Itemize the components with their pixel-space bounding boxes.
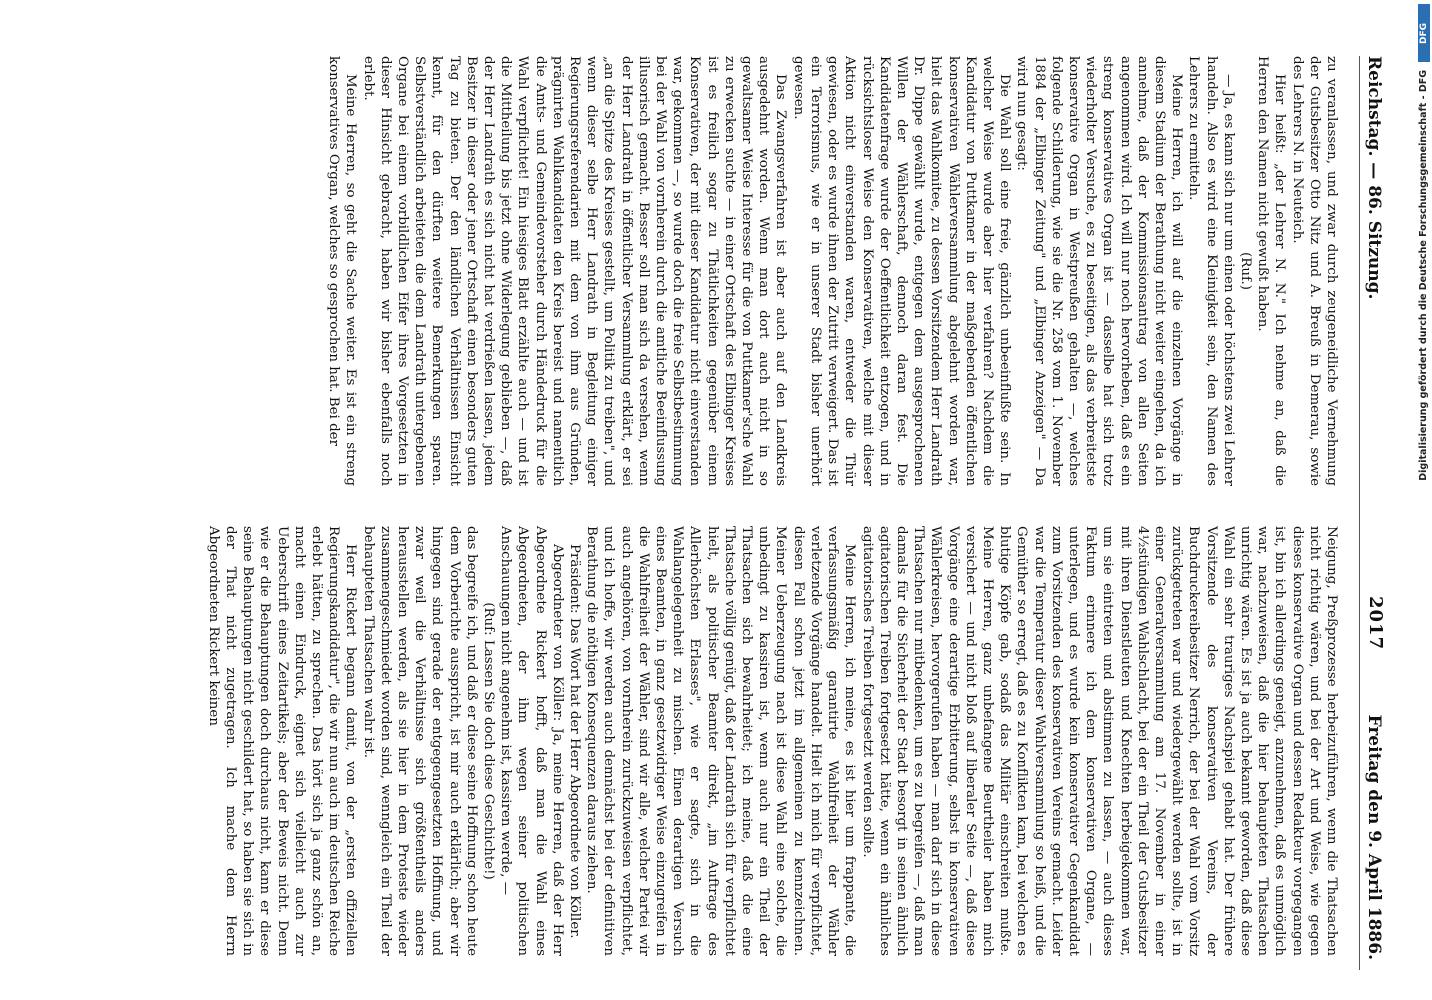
digitization-credit-text: Digitalisierung gefördert durch die Deutsche Forschungsgemeinschaft - DFG [1418,70,1429,481]
paragraph: Meine Herren, ich meine, es ist hier um frappante, die verfassungsmäßig garantirte Wahlfreiheit der Wähler verletzende Vorgänge handelt. Hielt ich mich für verpflichtet, diesen Fall schon jetzt im allgemeinen zu kennzeichnen. Meiner Ueberzeugung nach ist diese Wahl eine solche, die unbedingt zu kassiren ist, wenn auch nur ein Theil der Thatsachen sich bewahrheitet; ich meine, daß die eine Thatsache völlig genügt, daß der Landrath sich für verpflichtet hielt, als politischer Beamter direkt, „im Auftrage des Allerhöchsten Erlasses", wie er sagte, sich in die Wahlangelegenheit zu mischen. Einen derartigen Versuch eines Beamten, in ganz gesetzwidriger Weise einzugreifen in die Wahlfreiheit der Wähler, sind wir alle, welcher Partei wir auch angehören, von vornherein zurückzuweisen verpflichtet, und ich hoffe, wir werden auch demnächst bei der definitiven Berathung die nöthigen Konsequenzen daraus ziehen. [584,526,858,956]
paragraph: Herr Rickert begann damit, von der „ersten offiziellen Regierungskandidatur", die wir nun auch im deutschen Reiche erlebt hätten, zu sprechen. Das hört sich ja ganz schön an, macht einen Eindruck, eignet sich vielleicht auch zur Ueberschrift eines Zeitartikels; aber der Beweis nicht. Denn wie er die Behauptungen doch durchaus nicht, kann er diese seine Behauptungen nicht geschildert hat, so haben sie sich in der That nicht zugetragen. Ich mache dem Herrn Abgeordneten Rickert keinen [205,526,359,956]
scanned-page [30,0,1410,1000]
paragraph: Neigung, Preßprozesse herbeizuführen, wenn die Thatsachen nicht richtig wären, und bei der Art und Weise, wie gegen dieses konservative Organ und dessen Redakteur vorgegangen ist, bin ich allerdings geneigt, anzunehmen, daß es unmöglich war, nachzuweisen, daß die hier behaupteten Thatsachen unrichtig wären. Es ist ja auch bekannt geworden, daß diese Wahl ein sehr trauriges Nachspiel gehabt hat. Der frühere Vorsitzende des konservativen Vereins, der Buchdruckereibesitzer Nerrich, der bei der Wahl vom Vorsitz zurückgetreten war und wiedergewählt werden sollte, ist in einer Generalversammlung am 17. November in einer 4½stündigen Wahlschlacht, bei der ein Theil der Gutsbesitzer mit ihren Dienstleuten und Knechten herbeigekommen war, um sie eintreten und abstimmen zu lassen, — auch dieses Faktum erinnere ich dem konservativen Organe, — unterlegen, und es wurde kein konservativer Gegenkandidat zum Vorsitzenden des konservativen Vereins gemacht. Leider war die Temperatur dieser Wahlversammlung so heiß, und die Gemüther so erregt, daß es zu Konflikten kam, bei welchen es blutige Köpfe gab, sodaß das Militär einschreiten mußte. Meine Herren, ganz unbefangene Beurtheiler haben mich versichert — und nicht bloß auf liberaler Seite —, daß diese Vorgänge eine derartige Erbitterung, selbst in konservativen Wählerkreisen, hervorgerufen haben — man darf sich in diese Thatsachen nur mitbedenken, um es zu begreifen —, daß man damals für die Sicherheit der Stadt besorgt in seinen ähnlich agitatorischen Treiben fortgesetzt hätte, wenn ein ähnliches agitatorisches Treiben fortgesetzt werden sollte. [859,526,1339,956]
paragraph: Hier heißt: „der Lehrer N. N." Ich nehme an, daß die Herren den Namen nicht gewußt haben. [1255,56,1288,486]
quoted-paragraph: Die Wahl soll eine freie, gänzlich unbeeinflußte sein. In welcher Weise wurde aber hier verfahren? Nachdem die Kandidatur von Puttkamer in der maßgebenden öffentlichen konservativen Wählerversammlung abgelehnt worden war, hielt das Wahlkomitee, zu dessen Vorsitzendem Herr Landrath Dr. Dippe gewählt wurde, entgegen dem ausgesprochenen Willen der Wählerschaft, dennoch daran fest. Die Kandidatenfrage wurde der Oeffentlichkeit entzogen, und in rücksichtsloser Weise den Konservativen, welche mit dieser Aktion nicht einverstanden waren, entweder die Thür gewiesen, oder es wurde ihnen der Zutritt verweigert. Das ist ein Terrorismus, wie er in unserer Stadt bisher unerhört gewesen. [790,56,1013,486]
digitization-credit [1418,70,1430,986]
dfg-logo: DFG [1418,4,1430,62]
page-number: 2017 [1365,596,1386,651]
paragraph: zu veranlassen, und zwar durch zeugeneidliche Vernehmung der Gutsbesitzer Otto Nitz und A. Breuß in Demerau, sowie des Lehrers N. in Neuteich. [1289,56,1339,486]
speaker-paragraph: Abgeordneter von Köller: Ja, meine Herren, daß der Herr Abgeordnete Rickert hofft, daß man die Wahl eines Abgeordneten, der ihm wegen seiner politischen Anschauungen nicht angenehm ist, kassiren werde, — [498,526,565,956]
paragraph: Meine Herren, ich will auf die einzelnen Vorgänge in diesem Stadium der Berathung nicht weiter eingehen, da ich annehme, daß der Kommissionsantrag von allen Seiten angenommen wird. Ich will nur noch hervorheben, daß es ein streng konservatives Organ ist — dasselbe hat sich trotz wiederholter Versuche, es zu beseitigen, als das verbreitetste konservative Organ in Westpreußen gehalten —, welches folgende Schilderung, wie sie die Nr. 258 vom 1. November 1884 der „Elbinger Zeitung" und „Elbinger Anzeigen" — Da wird nun gesagt: [1014,56,1185,486]
interjection: (Ruf: Lassen Sie doch diese Geschichte!) [481,602,497,880]
header-date: Freitag den 9. April 1886. [1364,714,1384,960]
header-session: Reichstag. — 86. Sitzung. [1364,56,1384,300]
paragraph: — Ja, es kann sich nur um einen oder höchstens zwei Lehrer handeln. Also es wird eine Kleinigkeit sein, den Namen des Lehrers zu ermitteln. [1186,56,1236,486]
column-right [80,526,1340,956]
speaker-paragraph: Präsident: Das Wort hat der Herr Abgeordnete von Köller. [567,544,583,939]
page-header [1359,56,1386,970]
interjection: (Ruf.) [1237,252,1253,290]
quoted-paragraph: Das Zwangsverfahren ist aber auch auf den Landkreis ausgedehnt worden. Wenn man dort auch nicht in so gewaltsamer Weise Interesse für die von Puttkamer'sche Wahl zu erwecken suchte — in einer Ortschaft des Elbinger Kreises ist es freilich sogar zu Thätlichkeiten gegenüber einem Konservativen, der mit dieser Kandidatur nicht einverstanden war, gekommen —, so wurde doch die freie Selbstbestimmung bei der Wahl von vornherein durch die amtliche Beeinflussung illusorisch gemacht. Besser soll man sich da versehen, wenn der Herr Landrath in öffentlicher Versammlung erklärt, er sei „an die Spitze des Kreises gestellt, um Politik zu treiben", und wenn dieser selbe Herr Landrath in Begleitung einiger Regierungsreferendarien mit dem von ihm aus Gründen, prägnirten Wahlkandidaten den Kreis bereist und namentlich die Amts- und Gemeindevorsteher durch Händedruck für die Wahl verpflichtet! Ein hiesiges Blatt erzählte auch — und ist die Mittheilung bis jetzt ohne Widerlegung geblieben —, daß der Herr Landrath es sich nicht hat verdrießen lassen, jedem Besitzer in dieser oder jener Ortschaft einen besonders guten Tag zu bieten. Der den ländlichen Verhältnissen Einsicht kennt, für den dürften weitere Bemerkungen sparen. Selbstverständlich arbeiteten die dem Landrath untergebenen Organe bei einem vorbildlichen Eifer ihres Vorgesetzten in dieser Hinsicht gebracht, haben wir bisher ebenfalls noch erlebt. [360,56,789,486]
column-left [80,56,1340,486]
paragraph: Meine Herren, so geht die Sache weiter. Es ist ein streng konservatives Organ, welches so gesprochen hat. Bei der [326,56,359,486]
paragraph: das begreife ich, und daß er diese seine Hoffnung schon heute dem Vorberichte ausspricht, ist mir auch erklärlich; aber wir hingegen sind gerade der entgegengesetzten Hoffnung, und zwar weil die Verhältnisse sich größtentheils anders herausstellen werden, als sie hier in dem Proteste wieder zusammengeschmiedet worden sind, wenngleich ein Theil der behaupteten Thatsachen wahr ist. [360,526,479,956]
text-columns [80,56,1340,956]
